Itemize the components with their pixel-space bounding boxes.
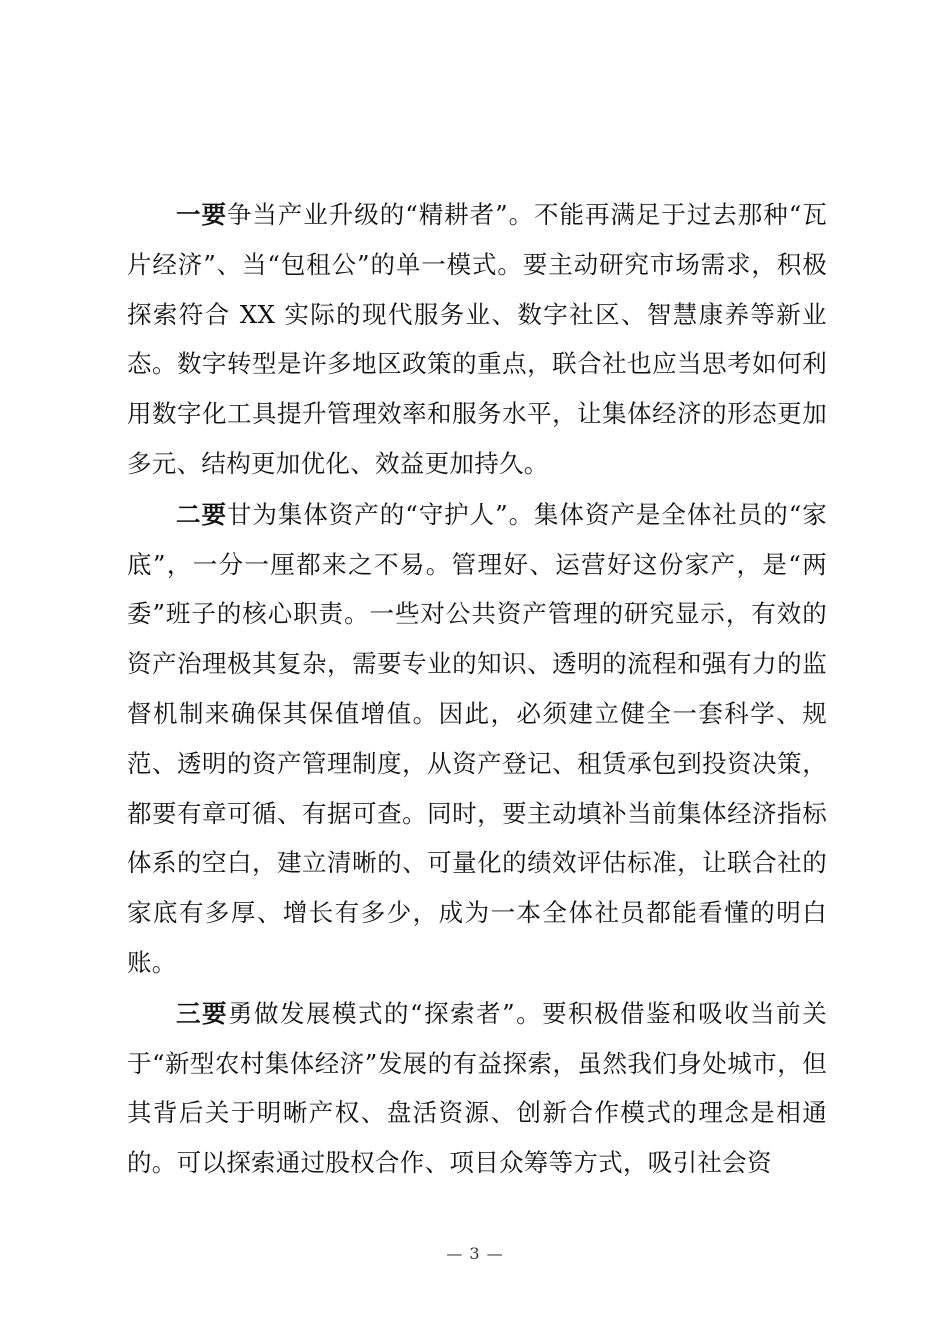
paragraph-1 [127,190,827,489]
paragraph-2 [127,490,827,988]
paragraph-2-lead: 二要 [176,499,227,529]
document-body [127,190,827,1188]
paragraph-3-lead: 三要 [176,998,229,1028]
page-number: — 3 — [446,1244,504,1263]
paragraph-3 [127,989,827,1188]
paragraph-3-text: 勇做发展模式的“探索者”。要积极借鉴和吸收当前关于“新型农村集体经济”发展的有益探索，虽然我们身处城市，但其背后关于明晰产权、盘活资源、创新合作模式的理念是相通的。可以探索通过股权合作、项目众筹等方式，吸引社会资 [127,998,827,1178]
paragraph-1-text: 争当产业升级的“精耕者”。不能再满足于过去那种“瓦片经济”、当“包租公”的单一模式。要主动研究市场需求，积极探索符合 XX 实际的现代服务业、数字社区、智慧康养等新业态。数字转型是许多地区政策的重点，联合社也应当思考如何利用数字化工具提升管理效率和服务水平，让集体经济的形态更加多元、结构更加优化、效益更加持久。 [127,200,827,478]
paragraph-1-lead: 一要 [176,200,227,229]
paragraph-2-text: 甘为集体资产的“守护人”。集体资产是全体社员的“家底”，一分一厘都来之不易。管理好、运营好这份家产，是“两委”班子的核心职责。一些对公共资产管理的研究显示，有效的资产治理极其复杂，需要专业的知识、透明的流程和强有力的监督机制来确保其保值增值。因此，必须建立健全一套科学、规范、透明的资产管理制度，从资产登记、租赁承包到投资决策，都要有章可循、有据可查。同时，要主动填补当前集体经济指标体系的空白，建立清晰的、可量化的绩效评估标准，让联合社的家底有多厚、增长有多少，成为一本全体社员都能看懂的明白账。 [127,499,828,977]
